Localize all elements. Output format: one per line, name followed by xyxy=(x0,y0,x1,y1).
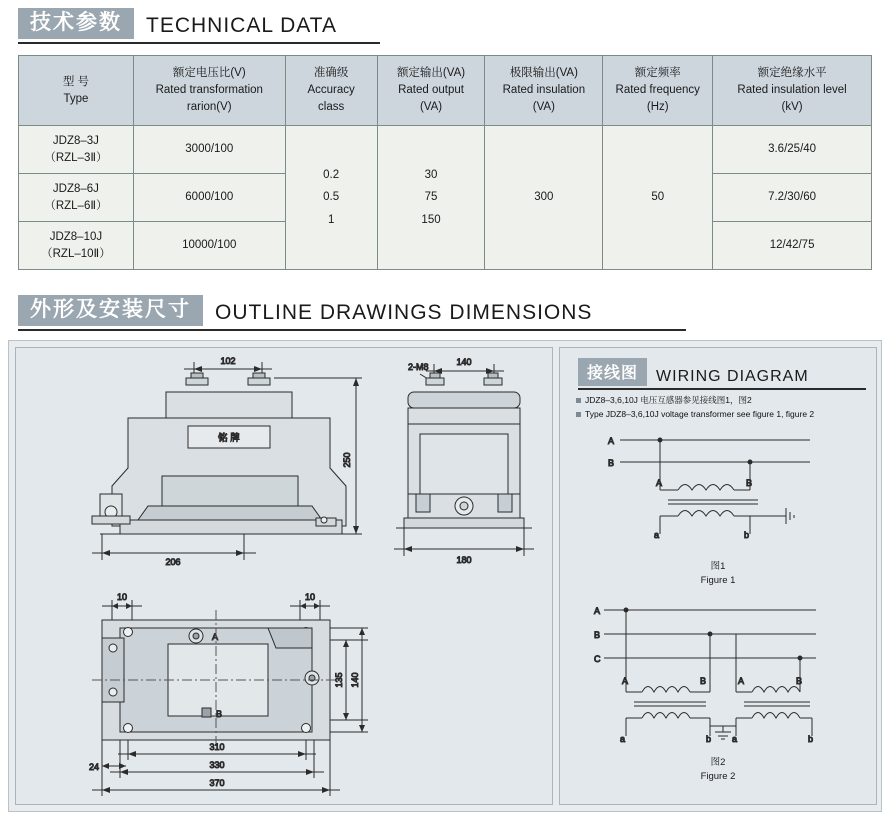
cell-insulation-level: 7.2/30/60 xyxy=(713,174,872,222)
wiring-note-en: Type JDZ8–3,6,10J voltage transformer see figure 1, figure 2 xyxy=(585,408,815,419)
bullet-icon xyxy=(576,398,581,403)
svg-text:2-M8: 2-M8 xyxy=(408,362,429,372)
wiring-notes xyxy=(576,394,866,421)
svg-text:b: b xyxy=(706,734,712,744)
svg-text:B: B xyxy=(746,478,753,488)
heading-rule xyxy=(18,329,686,331)
table-row xyxy=(19,126,872,174)
wiring-note-row xyxy=(576,394,866,408)
cell-type: JDZ8–6J （RZL–6Ⅱ） xyxy=(19,174,134,222)
cell-type: JDZ8–3J （RZL–3Ⅱ） xyxy=(19,126,134,174)
cell-rated-output: 30 75 150 xyxy=(377,126,485,270)
wiring-diagram-area xyxy=(559,347,877,805)
cell-frequency: 50 xyxy=(603,126,713,270)
svg-text:A: A xyxy=(594,606,601,616)
column-header-limit-output: 极限输出(VA) Rated insulation (VA) xyxy=(485,56,603,126)
svg-text:A: A xyxy=(656,478,663,488)
svg-text:24: 24 xyxy=(88,762,100,772)
svg-text:A: A xyxy=(738,676,745,686)
svg-text:A: A xyxy=(212,632,219,642)
wiring-note-cn: JDZ8–3,6,10J 电压互感器参见接线图1，图2 xyxy=(585,395,752,405)
svg-text:B: B xyxy=(216,709,223,719)
outline-drawings-heading-en: OUTLINE DRAWINGS DIMENSIONS xyxy=(215,301,593,325)
column-header-rated-output: 额定输出(VA) Rated output (VA) xyxy=(377,56,485,126)
outline-drawings-heading xyxy=(18,295,592,326)
svg-text:a: a xyxy=(732,734,738,744)
svg-text:C: C xyxy=(594,654,601,664)
column-header-type: 型 号 Type xyxy=(19,56,134,126)
cell-type: JDZ8–10J （RZL–10Ⅱ） xyxy=(19,222,134,270)
outline-drawings-area xyxy=(15,347,553,805)
wiring-diagram-heading xyxy=(578,358,809,386)
cell-ratio: 6000/100 xyxy=(133,174,285,222)
nameplate-label: 铭 牌 xyxy=(218,433,240,444)
technical-data-heading xyxy=(18,8,337,39)
svg-text:330: 330 xyxy=(209,760,225,770)
heading-rule xyxy=(18,42,380,44)
svg-text:b: b xyxy=(744,530,750,540)
heading-rule xyxy=(578,388,866,390)
svg-text:206: 206 xyxy=(165,557,181,567)
svg-text:135: 135 xyxy=(334,672,344,688)
cell-accuracy-class: 0.2 0.5 1 xyxy=(285,126,377,270)
column-header-insulation-level: 额定绝缘水平 Rated insulation level (kV) xyxy=(713,56,872,126)
svg-text:B: B xyxy=(700,676,707,686)
wiring-note-row xyxy=(576,408,866,422)
svg-text:B: B xyxy=(796,676,803,686)
wiring-diagram-heading-en: WIRING DIAGRAM xyxy=(656,368,809,385)
svg-text:10: 10 xyxy=(304,592,316,602)
outline-drawings-svg xyxy=(16,348,554,806)
svg-text:a: a xyxy=(654,530,660,540)
table-header xyxy=(19,56,872,126)
table-header-row xyxy=(19,56,872,126)
svg-text:310: 310 xyxy=(209,742,225,752)
svg-text:b: b xyxy=(808,734,814,744)
svg-text:a: a xyxy=(620,734,626,744)
cell-insulation-level: 3.6/25/40 xyxy=(713,126,872,174)
svg-text:10: 10 xyxy=(116,592,128,602)
svg-text:A: A xyxy=(622,676,629,686)
drawings-panel xyxy=(8,340,882,812)
figure-2-caption: 图2 Figure 2 xyxy=(700,757,736,783)
svg-text:A: A xyxy=(608,436,615,446)
technical-data-table xyxy=(18,55,872,270)
cell-limit-output: 300 xyxy=(485,126,603,270)
column-header-accuracy: 准确级 Accuracy class xyxy=(285,56,377,126)
bullet-icon xyxy=(576,412,581,417)
technical-data-heading-en: TECHNICAL DATA xyxy=(146,14,337,38)
cell-ratio: 3000/100 xyxy=(133,126,285,174)
cell-ratio: 10000/100 xyxy=(133,222,285,270)
svg-text:102: 102 xyxy=(220,356,236,366)
cell-insulation-level: 12/42/75 xyxy=(713,222,872,270)
technical-data-heading-cn: 技术参数 xyxy=(18,8,134,39)
outline-drawings-heading-cn: 外形及安装尺寸 xyxy=(18,295,203,326)
figure-1-caption: 图1 Figure 1 xyxy=(700,561,736,587)
svg-text:B: B xyxy=(608,458,615,468)
wiring-diagram-heading-cn: 接线图 xyxy=(578,358,647,386)
svg-text:140: 140 xyxy=(350,672,360,688)
column-header-ratio: 额定电压比(V) Rated transformation rarion(V) xyxy=(133,56,285,126)
svg-text:B: B xyxy=(594,630,601,640)
svg-text:180: 180 xyxy=(456,555,472,565)
svg-text:250: 250 xyxy=(342,452,352,468)
column-header-frequency: 额定频率 Rated frequency (Hz) xyxy=(603,56,713,126)
table-body xyxy=(19,126,872,270)
svg-text:370: 370 xyxy=(209,778,225,788)
svg-text:140: 140 xyxy=(456,357,472,367)
